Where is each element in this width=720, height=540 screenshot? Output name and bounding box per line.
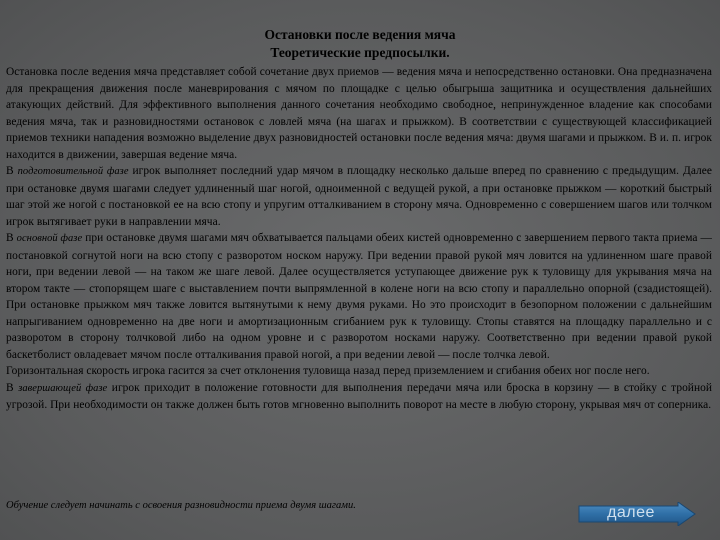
phase-term-final: завершающей фазе — [18, 382, 108, 394]
paragraph-final-phase — [6, 380, 712, 414]
paragraph-text: игрок приходит в положение готовности для выполнения передачи мяча или броска в корзину — в стойку с тройной угрозой. При необходимости он также должен быть готов мгновенно выполнить поворот на месте в любую сторону, укрывая мяч от соперника. — [6, 381, 712, 411]
paragraph-prefix: В — [6, 232, 17, 244]
paragraph-main-phase — [6, 230, 712, 363]
paragraph-intro: Остановка после ведения мяча представляет собой сочетание двух приемов — ведения мяча и непосредственно остановки. Она предназначена для прекращения движения после маневрирования с мячом по площадке с целью обыгрыша защитника и осуществления дальнейших атакующих действий. Для эффективного выполнения данного сочетания необходимо свободное, непринужденное владение как способами ведения мяча, так и разновидностями остановок с ловлей мяча (на шагах и прыжком). В соответствии с существующей классификацией приемов техники нападения возможно выделение двух разновидностей остановки после ведения мяча: двумя шагами и прыжком. В и. п. игрок находится в движении, завершая ведение мяча. — [6, 66, 712, 161]
paragraph-prefix: В — [6, 165, 18, 177]
phase-term-main: основной фазе — [16, 233, 83, 244]
paragraph-text: при остановке двумя шагами мяч обхватывается пальцами обеих кистей одновременно с завершением первого такта приема — постановкой согнутой ноги на всю стопу с разворотом носком наружу. При ведении правой рукой мяч ловится на удлиненном шаге правой ноги, при ведении левой — на таком же шаге левой. Далее осуществляется уступающее движение рук к туловищу для укрывания мяча на втором такте — стопорящем шаге с выставлением почти выпрямленной в колене ноги на всю стопу и параллельно опорной (сзадистоящей). При остановке прыжком мяч также ловится вытянутыми к нему двумя руками. Но это происходит в безопорном положении с дальнейшим напрыгиванием одновременно на две ноги и амортизационным сгибанием рук к туловищу. Стопы ставятся на площадку параллельно и с разворотом в сторону толчковой либо на одном уровне и с разворотом носками наружу. Соответственно при ведении правой рукой баскетболист овладевает мячом после отталкивания правой ногой, а при ведении левой — после толчка левой. — [6, 232, 712, 361]
paragraph-prefix: В — [6, 381, 19, 394]
slide-body — [6, 64, 712, 414]
title-line-2: Теоретические предпосылки. — [270, 45, 450, 60]
paragraph-text: игрок выполняет последний удар мячом в площадку несколько дальше вперед по сравнению с предыдущим. Далее при остановке двумя шагами следует удлиненный шаг ногой, одноименной с ведущей рукой, а при остановке прыжком — короткий быстрый шаг этой же ногой с постановкой ее на всю стопу и упругим отталкиванием в сторону мяча. Одновременно с совершением шагов или толчком игрок вытягивает руки в направлении мяча. — [6, 165, 713, 228]
next-button[interactable] — [578, 502, 696, 526]
paragraph-horizontal-speed: Горизонтальная скорость игрока гасится за счет отклонения туловища назад перед приземлением и сгибания обеих ног после него. — [6, 365, 650, 377]
title-line-1: Остановки после ведения мяча — [264, 27, 456, 42]
phase-term-preparatory: подготовительной фазе — [17, 166, 129, 177]
slide-title — [0, 26, 720, 62]
footer-note: Обучение следует начинать с освоения разновидности приема двумя шагами. — [6, 500, 356, 511]
next-button-label: далее — [607, 504, 655, 521]
paragraph-preparatory-phase — [6, 163, 712, 230]
